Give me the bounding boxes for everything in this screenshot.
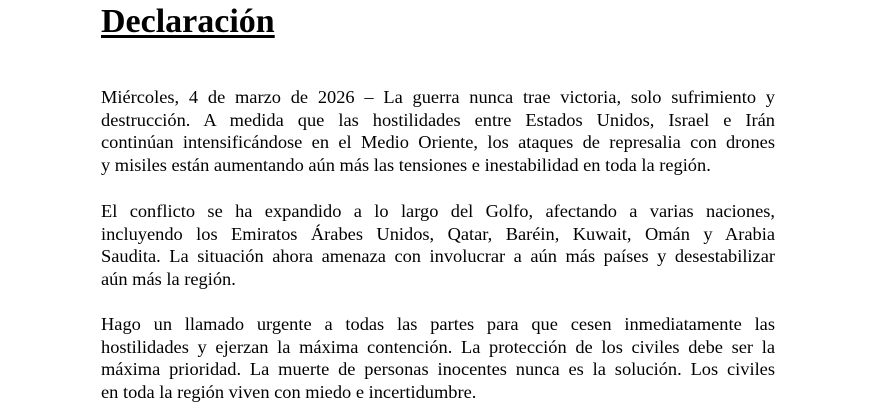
paragraph-line: incluyendo los Emiratos Árabes Unidos, Qatar, Baréin, Kuwait, Omán y Arabia [101, 223, 775, 244]
paragraph-line: Miércoles, 4 de marzo de 2026 – La guerra nunca trae victoria, solo sufrimiento y [101, 87, 775, 107]
paragraph-urgent-call [101, 313, 775, 403]
paragraph-line: aún más la región. [101, 268, 236, 289]
paragraph-line: máxima prioridad. La muerte de personas inocentes nunca es la solución. Los civiles [101, 359, 775, 379]
paragraph-line: continúan intensificándose en el Medio Oriente, los ataques de represalia con drones [101, 132, 775, 152]
paragraph-line: hostilidades y ejerzan la máxima contención. La protección de los civiles debe ser la [101, 336, 775, 357]
paragraph-gulf-conflict [101, 200, 775, 290]
document-title: Declaración [101, 3, 275, 40]
paragraph-line: en toda la región viven con miedo e incertidumbre. [101, 381, 477, 402]
paragraph-line: destrucción. A medida que las hostilidades entre Estados Unidos, Israel e Irán [101, 109, 775, 130]
paragraph-date-statement [101, 86, 775, 176]
paragraph-line: El conflicto se ha expandido a lo largo del Golfo, afectando a varias naciones, [101, 201, 775, 221]
paragraph-line: Hago un llamado urgente a todas las partes para que cesen inmediatamente las [101, 314, 775, 334]
paragraph-line: Saudita. La situación ahora amenaza con involucrar a aún más países y desestabilizar [101, 246, 775, 266]
paragraph-line: y misiles están aumentando aún más las tensiones e inestabilidad en toda la región. [101, 154, 711, 175]
